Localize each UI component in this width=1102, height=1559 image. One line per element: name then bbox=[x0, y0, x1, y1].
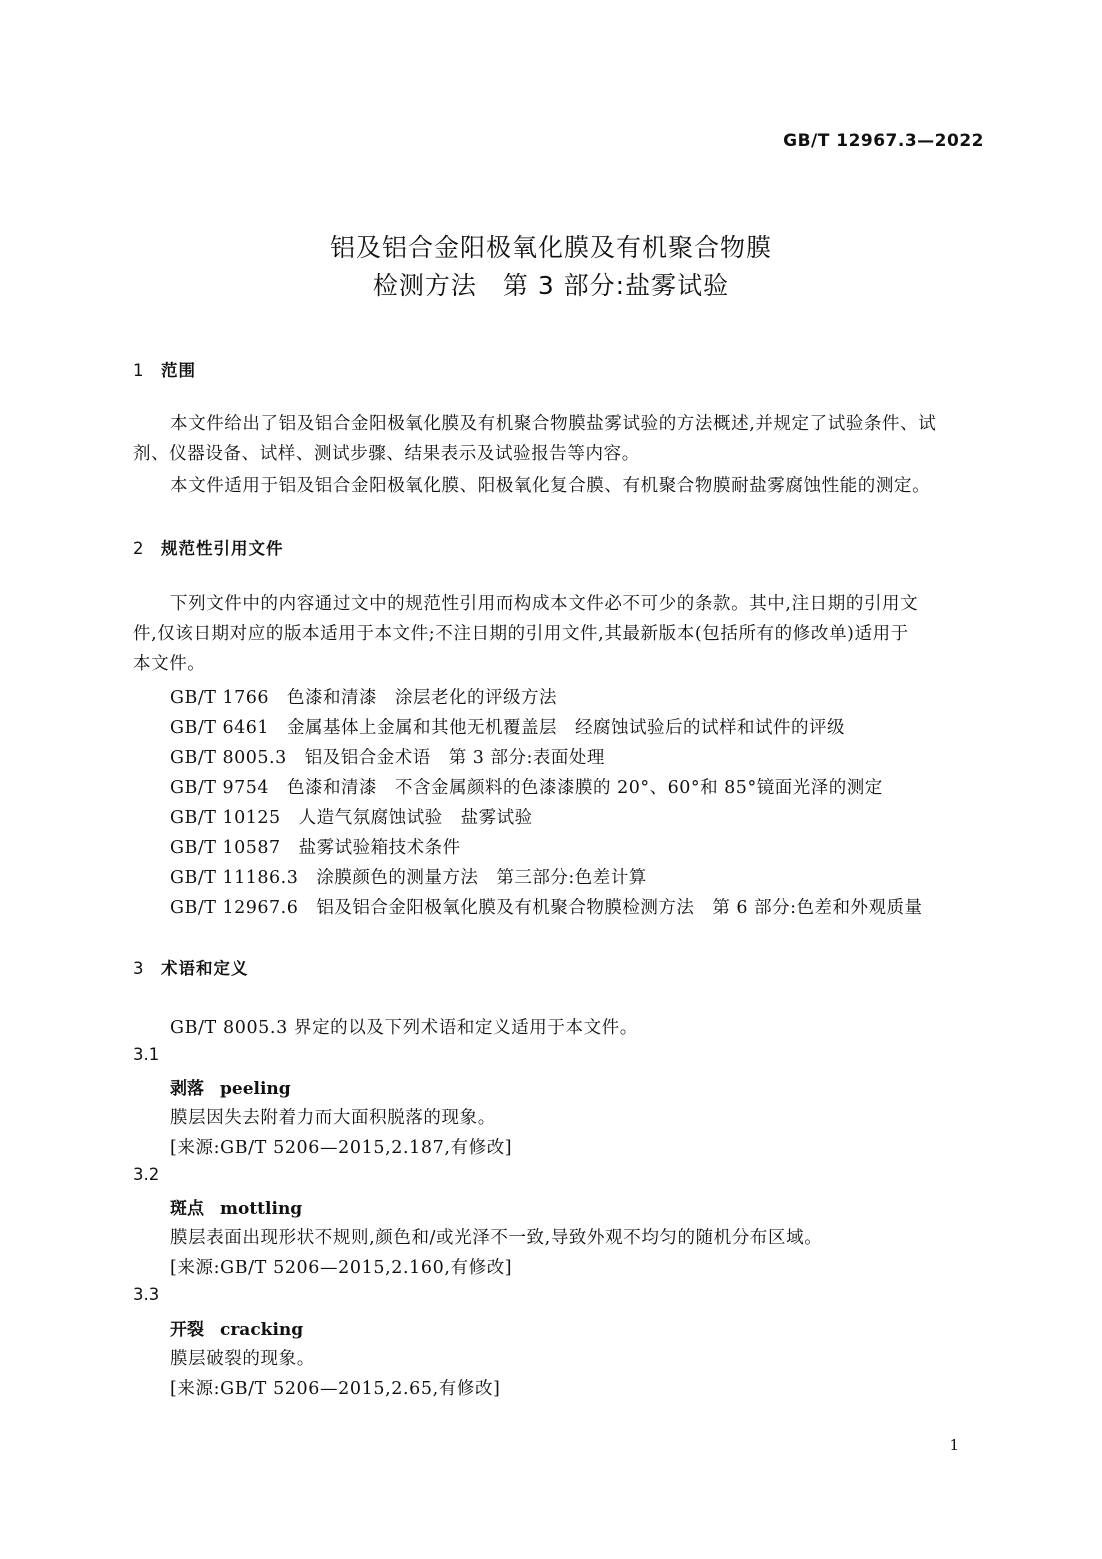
section-number: 2 bbox=[133, 539, 145, 558]
term-definition: 膜层因失去附着力而大面积脱落的现象。 bbox=[170, 1108, 496, 1128]
reference-title: 铝及铝合金术语 第 3 部分:表面处理 bbox=[304, 748, 605, 768]
term-source: [来源:GB/T 5206—2015,2.160,有修改] bbox=[170, 1258, 513, 1278]
reference-title: 色漆和清漆 不含金属颜料的色漆漆膜的 20°、60°和 85°镜面光泽的测定 bbox=[287, 778, 883, 798]
section-2-intro-line-3: 本文件。 bbox=[133, 654, 206, 674]
reference-item bbox=[170, 774, 883, 799]
reference-code: GB/T 1766 bbox=[170, 688, 270, 708]
reference-item bbox=[170, 864, 647, 889]
reference-code: GB/T 9754 bbox=[170, 778, 270, 798]
section-number: 1 bbox=[133, 361, 145, 380]
reference-title: 金属基体上金属和其他无机覆盖层 经腐蚀试验后的试样和试件的评级 bbox=[287, 718, 846, 738]
term-number: 3.1 bbox=[133, 1045, 160, 1064]
reference-item bbox=[170, 834, 461, 859]
section-title: 术语和定义 bbox=[161, 959, 249, 978]
reference-title: 色漆和清漆 涂层老化的评级方法 bbox=[287, 688, 558, 708]
term-chinese: 剥落 bbox=[170, 1079, 204, 1099]
section-2-intro-line-2: 件,仅该日期对应的版本适用于本文件;不注日期的引用文件,其最新版本(包括所有的修改单)适用于 bbox=[133, 624, 909, 644]
term-number: 3.3 bbox=[133, 1285, 160, 1304]
term-english: peeling bbox=[220, 1079, 291, 1099]
term-source: [来源:GB/T 5206—2015,2.65,有修改] bbox=[170, 1379, 501, 1399]
section-1-paragraph-2: 本文件适用于铝及铝合金阳极氧化膜、阳极氧化复合膜、有机聚合物膜耐盐雾腐蚀性能的测定。 bbox=[170, 476, 931, 496]
reference-code: GB/T 11186.3 bbox=[170, 868, 299, 888]
document-title-line-2: 检测方法 第 3 部分:盐雾试验 bbox=[372, 271, 730, 300]
reference-code: GB/T 8005.3 bbox=[170, 748, 287, 768]
section-1-heading bbox=[133, 357, 196, 381]
section-title: 范围 bbox=[161, 361, 196, 380]
reference-title: 铝及铝合金阳极氧化膜及有机聚合物膜检测方法 第 6 部分:色差和外观质量 bbox=[316, 898, 923, 918]
reference-code: GB/T 10125 bbox=[170, 808, 281, 828]
reference-item bbox=[170, 744, 605, 769]
reference-title: 人造气氛腐蚀试验 盐雾试验 bbox=[298, 808, 533, 828]
section-2-intro-line-1: 下列文件中的内容通过文中的规范性引用而构成本文件必不可少的条款。其中,注日期的引用文 bbox=[170, 594, 919, 614]
reference-item bbox=[170, 804, 533, 829]
reference-code: GB/T 12967.6 bbox=[170, 898, 299, 918]
term-source: [来源:GB/T 5206—2015,2.187,有修改] bbox=[170, 1138, 513, 1158]
reference-code: GB/T 10587 bbox=[170, 838, 281, 858]
page-number: 1 bbox=[949, 1436, 959, 1454]
section-number: 3 bbox=[133, 959, 145, 978]
term-chinese: 开裂 bbox=[170, 1320, 204, 1340]
term-english: cracking bbox=[220, 1320, 304, 1340]
document-id: GB/T 12967.3—2022 bbox=[783, 131, 984, 151]
term-heading bbox=[170, 1074, 291, 1099]
reference-title: 涂膜颜色的测量方法 第三部分:色差计算 bbox=[316, 868, 647, 888]
term-definition: 膜层破裂的现象。 bbox=[170, 1349, 315, 1369]
section-1-paragraph-1-line-1: 本文件给出了铝及铝合金阳极氧化膜及有机聚合物膜盐雾试验的方法概述,并规定了试验条件、试 bbox=[170, 414, 937, 434]
term-chinese: 斑点 bbox=[170, 1199, 204, 1219]
term-heading bbox=[170, 1315, 303, 1340]
document-title-line-1: 铝及铝合金阳极氧化膜及有机聚合物膜 bbox=[329, 233, 772, 262]
section-1-paragraph-1-line-2: 剂、仪器设备、试样、测试步骤、结果表示及试验报告等内容。 bbox=[133, 444, 640, 464]
reference-code: GB/T 6461 bbox=[170, 718, 270, 738]
term-definition: 膜层表面出现形状不规则,颜色和/或光泽不一致,导致外观不均匀的随机分布区域。 bbox=[170, 1228, 823, 1248]
reference-title: 盐雾试验箱技术条件 bbox=[298, 838, 461, 858]
section-3-intro: GB/T 8005.3 界定的以及下列术语和定义适用于本文件。 bbox=[170, 1018, 638, 1038]
section-3-heading bbox=[133, 955, 249, 979]
reference-item bbox=[170, 894, 923, 919]
reference-item bbox=[170, 684, 557, 709]
section-title: 规范性引用文件 bbox=[161, 539, 284, 558]
term-heading bbox=[170, 1194, 302, 1219]
reference-item bbox=[170, 714, 845, 739]
term-number: 3.2 bbox=[133, 1165, 160, 1184]
term-english: mottling bbox=[220, 1199, 303, 1219]
section-2-heading bbox=[133, 535, 284, 559]
